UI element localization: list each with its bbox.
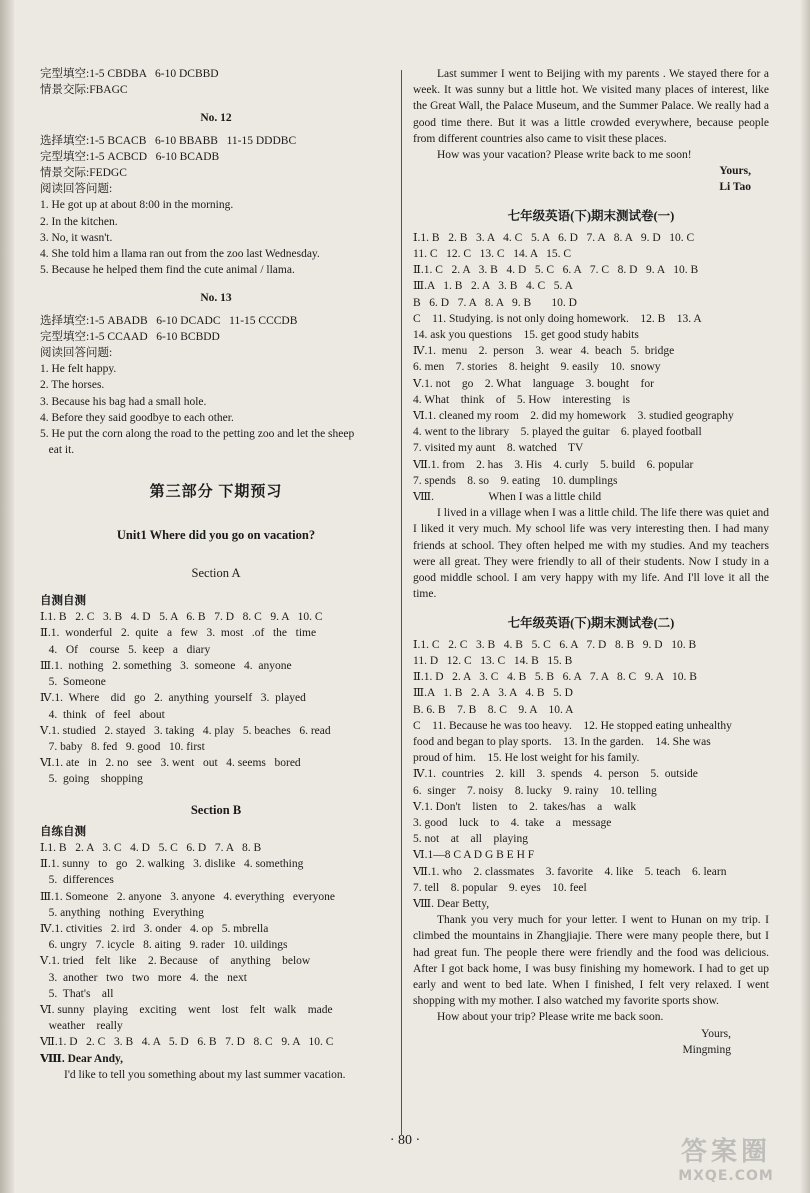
unit1-title: Unit1 Where did you go on vacation? xyxy=(116,527,316,542)
answer-line: 6. ungry 7. icycle 8. aiting 9. rader 10. uildings xyxy=(40,939,288,952)
page-edge-shadow xyxy=(800,0,810,1193)
answer-line: Ⅱ.1. D 2. A 3. C 4. B 5. B 6. A 7. A 8. C 9. A 10. B xyxy=(413,671,697,684)
answer-line: 11. D 12. C 13. C 14. B 15. B xyxy=(413,654,573,667)
answer-line: 3. another two two more 4. the next xyxy=(40,971,247,984)
answer-line: 完型填空:1-5 CCAAD 6-10 BCBDD xyxy=(40,330,220,343)
section-a-label: 自测自测 xyxy=(40,595,86,608)
answer-line: 1. He felt happy. xyxy=(40,363,117,376)
exam2-letter-body: Thank you very much for your letter. I went to Hunan on my trip. I climbed the mountains in Zhangjiajie. There were many people there, but I had great fun. The people there were friendly and the food was delicious. After I got back home, I was busy finishing my homework. I had to get up early and went to bed late. When I finished, I felt very relaxed. I went shopping with my mother. I also watched my favorite sports show. xyxy=(413,914,769,1008)
answer-line: Ⅳ.1. Where did go 2. anything yourself 3. played xyxy=(40,692,306,705)
letter-li-tao-yours: Yours, xyxy=(719,165,751,178)
exam2-letter-yours: Yours, xyxy=(701,1027,731,1040)
section-b-viii-heading: Ⅷ. Dear Andy, xyxy=(40,1052,123,1065)
answer-line: 4. think of feel about xyxy=(40,708,165,721)
section-b-title: Section B xyxy=(190,802,242,817)
answer-line: 3. No, it wasn't. xyxy=(40,231,113,244)
part-three-title: 第三部分 下期预习 xyxy=(149,484,283,501)
answer-line: Ⅰ.1. C 2. C 3. B 4. B 5. C 6. A 7. D 8. B 9. D 10. B xyxy=(413,638,697,651)
answer-line: Ⅰ.1. B 2. B 3. A 4. C 5. A 6. D 7. A 8. A 9. D 10. C xyxy=(413,231,695,244)
answer-line: Ⅱ.1. sunny to go 2. walking 3. dislike 4. something xyxy=(40,858,304,871)
letter-li-tao-body: Last summer I went to Beijing with my parents . We stayed there for a week. It was sunny but a little hot. We visited many places of interest, like the Great Wall, the Palace Museum, and the Summer Palace. We really had a good time there. But it was a little crowded everywhere, because people from different countries also came to visit these places. xyxy=(413,68,769,145)
answer-line: food and began to play sports. 13. In the garden. 14. She was xyxy=(413,735,711,748)
answer-line: 4. went to the library 5. played the guitar 6. played football xyxy=(413,426,702,439)
watermark-bottom-text: MXQE.COM xyxy=(678,1168,774,1184)
exam1-title: 七年级英语(下)期末测试卷(一) xyxy=(507,208,675,223)
no12-answers xyxy=(40,133,392,279)
answer-line: Ⅴ.1. Don't listen to 2. takes/has a walk xyxy=(413,800,637,813)
no13-title: No. 13 xyxy=(200,292,232,305)
answer-line: 4. She told him a llama ran out from the zoo last Wednesday. xyxy=(40,248,320,261)
letter-li-tao-closing: How was your vacation? Please write back to me soon! xyxy=(437,149,692,162)
answer-line: 完型填空:1-5 ACBCD 6-10 BCADB xyxy=(40,150,220,163)
answer-line: Ⅵ.1—8 C A D G B E H F xyxy=(413,849,535,862)
exam2-answers xyxy=(413,637,769,912)
column-divider xyxy=(401,70,402,1135)
answer-line: Ⅵ.1. ate in 2. no see 3. went out 4. seems bored xyxy=(40,757,301,770)
exam2-letter-closing: How about your trip? Please write me back soon. xyxy=(437,1011,664,1024)
answer-line: 3. good luck to 4. take a message xyxy=(413,816,612,829)
answer-line: Ⅴ.1. studied 2. stayed 3. taking 4. play 5. beaches 6. read xyxy=(40,724,331,737)
answer-line: 6. men 7. stories 8. height 9. easily 10. snowy xyxy=(413,361,661,374)
answer-line: Ⅰ.1. B 2. C 3. B 4. D 5. A 6. B 7. D 8. C 9. A 10. C xyxy=(40,611,323,624)
section-a-title: Section A xyxy=(191,565,241,580)
answers-block-top xyxy=(40,66,392,98)
answer-line: Ⅷ. Dear Betty, xyxy=(413,897,490,910)
answer-line: C 11. Studying. is not only doing homework. 12. B 13. A xyxy=(413,312,702,325)
page-number: · 80 · xyxy=(389,1133,421,1148)
answer-line: 情景交际:FBAGC xyxy=(40,84,128,97)
answer-line: 7. baby 8. fed 9. good 10. first xyxy=(40,740,205,753)
answer-line: Ⅳ.1. countries 2. kill 3. spends 4. person 5. outside xyxy=(413,768,698,781)
answer-line: C 11. Because he was too heavy. 12. He stopped eating unhealthy xyxy=(413,719,732,732)
answer-line: Ⅱ.1. C 2. A 3. B 4. D 5. C 6. A 7. C 8. D 9. A 10. B xyxy=(413,264,699,277)
exam1-answers xyxy=(413,230,769,505)
section-a-answers xyxy=(40,609,392,787)
answer-line: Ⅲ.1. nothing 2. something 3. someone 4. anyone xyxy=(40,659,292,672)
answer-line: 2. The horses. xyxy=(40,379,105,392)
letter-li-tao-name: Li Tao xyxy=(719,181,751,194)
answer-line: Ⅲ.A 1. B 2. A 3. A 4. B 5. D xyxy=(413,687,573,700)
answer-line: Ⅷ. When I was a little child xyxy=(413,491,602,504)
section-b-label: 自练自测 xyxy=(40,825,86,838)
answer-line: 11. C 12. C 13. C 14. A 15. C xyxy=(413,248,572,261)
answer-line: 4. What think of 5. How interesting is xyxy=(413,393,630,406)
right-column xyxy=(413,66,769,1058)
answer-line: 14. ask you questions 15. get good study habits xyxy=(413,329,639,342)
answer-line: Ⅶ.1. D 2. C 3. B 4. A 5. D 6. B 7. D 8. C 9. A 10. C xyxy=(40,1036,334,1049)
section-b-answers xyxy=(40,840,392,1051)
answer-line: Ⅳ.1. ctivities 2. ird 3. onder 4. op 5. mbrella xyxy=(40,922,269,935)
answer-line: 7. spends 8. so 9. eating 10. dumplings xyxy=(413,474,618,487)
answer-line: 5. anything nothing Everything xyxy=(40,906,204,919)
answer-line: 6. singer 7. noisy 8. lucky 9. rainy 10. telling xyxy=(413,784,657,797)
answer-line: 5. Someone xyxy=(40,676,106,689)
watermark-top-text: 答案圈 xyxy=(680,1137,771,1167)
answer-line: 5. He put the corn along the road to the petting zoo and let the sheep xyxy=(40,428,355,441)
answer-line: eat it. xyxy=(40,444,75,457)
answer-line: Ⅶ.1. who 2. classmates 3. favorite 4. like 5. teach 6. learn xyxy=(413,865,727,878)
answer-line: 5. differences xyxy=(40,874,114,887)
answer-line: 1. He got up at about 8:00 in the morning. xyxy=(40,199,234,212)
answer-line: B. 6. B 7. B 8. C 9. A 10. A xyxy=(413,703,574,716)
answer-line: 4. Of course 5. keep a diary xyxy=(40,643,211,656)
answer-line: proud of him. 15. He lost weight for his family. xyxy=(413,752,640,765)
answer-line: Ⅱ.1. wonderful 2. quite a few 3. most .of the time xyxy=(40,627,317,640)
answer-line: Ⅴ.1. tried felt like 2. Because of anything below xyxy=(40,955,311,968)
section-b-letter-start: I'd like to tell you something about my last summer vacation. xyxy=(64,1068,346,1081)
answer-line: Ⅲ.1. Someone 2. anyone 3. anyone 4. everything everyone xyxy=(40,890,336,903)
answer-line: 选择填空:1-5 ABADB 6-10 DCADC 11-15 CCCDB xyxy=(40,314,298,327)
no13-answers xyxy=(40,313,392,459)
answer-line: Ⅳ.1. menu 2. person 3. wear 4. beach 5. bridge xyxy=(413,345,675,358)
answer-line: 5. That's all xyxy=(40,987,114,1000)
exam2-letter-name: Mingming xyxy=(682,1043,731,1056)
answer-line: Ⅵ.1. cleaned my room 2. did my homework 3. studied geography xyxy=(413,410,734,423)
answer-line: Ⅶ.1. from 2. has 3. His 4. curly 5. build 6. popular xyxy=(413,458,694,471)
site-watermark-logo xyxy=(656,1131,796,1184)
answer-line: weather really xyxy=(40,1020,123,1033)
answer-line: 4. Before they said goodbye to each other. xyxy=(40,411,234,424)
answer-line: Ⅵ. sunny playing exciting went lost felt walk made xyxy=(40,1003,333,1016)
answer-line: Ⅴ.1. not go 2. What language 3. bought for xyxy=(413,377,654,390)
answer-line: 阅读回答问题: xyxy=(40,347,113,360)
answer-line: 5. Because he helped them find the cute animal / llama. xyxy=(40,264,295,277)
answer-line: Ⅰ.1. B 2. A 3. C 4. D 5. C 6. D 7. A 8. B xyxy=(40,841,262,854)
answer-line: 选择填空:1-5 BCACB 6-10 BBABB 11-15 DDDBC xyxy=(40,134,297,147)
answer-line: Ⅲ.A 1. B 2. A 3. B 4. C 5. A xyxy=(413,280,573,293)
answer-line: 完型填空:1-5 CBDBA 6-10 DCBBD xyxy=(40,68,219,80)
answer-line: 5. not at all playing xyxy=(413,833,528,846)
answer-line: 情景交际:FEDGC xyxy=(40,167,127,180)
answer-line: 5. going shopping xyxy=(40,773,143,786)
exam2-title: 七年级英语(下)期末测试卷(二) xyxy=(507,615,675,630)
answer-line: 7. visited my aunt 8. watched TV xyxy=(413,442,584,455)
left-column xyxy=(40,66,392,1083)
answer-line: 2. In the kitchen. xyxy=(40,215,118,228)
answer-line: 阅读回答问题: xyxy=(40,183,113,196)
answer-line: 3. Because his bag had a small hole. xyxy=(40,395,207,408)
book-spine-shadow xyxy=(0,0,14,1193)
exam1-essay: I lived in a village when I was a little child. The life there was quiet and I liked it very much. My school life was very interesting then. I had many friends at school. They often helped me with my studies. And my teachers were all great. They were friendly to all of their students. Now I study in a good middle school. I am very happy with my life. And I'll love it all the time. xyxy=(413,507,769,601)
no12-title: No. 12 xyxy=(200,112,232,125)
answer-line: 7. tell 8. popular 9. eyes 10. feel xyxy=(413,881,587,894)
answer-line: B 6. D 7. A 8. A 9. B 10. D xyxy=(413,296,577,309)
